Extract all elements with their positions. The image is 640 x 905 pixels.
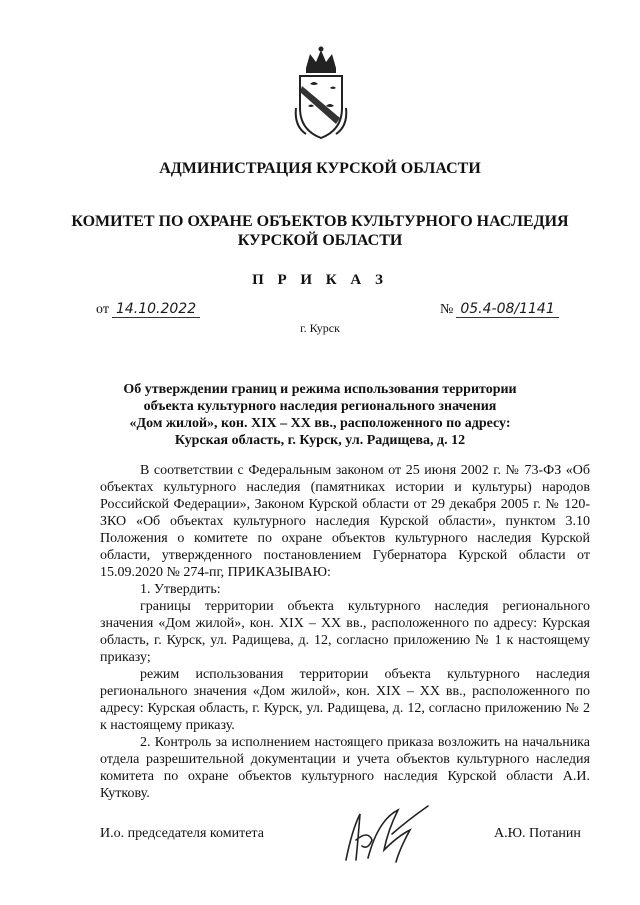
preamble-paragraph: В соответствии с Федеральным законом от 25 июня 2002 г. № 73-ФЗ «Об объектах культурного наследия (памятниках истории и культуры) народов Российской Федерации», Законом Курской области от 29 декабря 2005 г. № 120-ЗКО «Об объектах культурного наследия Курской области», пунктом 3.10 Положения о комитете по охране объектов культурного наследия Курской области, утвержденного постановлением Губернатора Курской области от 15.09.2020 № 274-пг, ПРИКАЗЫВАЮ: — [100, 463, 590, 580]
item-1: 1. Утвердить: — [140, 582, 221, 597]
coat-of-arms-icon — [286, 46, 356, 142]
signatory-name: А.Ю. Потанин — [494, 826, 581, 841]
order-body — [100, 462, 590, 802]
subject-line2: объекта культурного наследия регионального значения — [143, 399, 497, 414]
city: г. Курск — [300, 321, 340, 335]
order-subject — [0, 381, 640, 449]
subject-line1: Об утверждении границ и режима использования территории — [123, 382, 517, 397]
committee-title-line2: КУРСКОЙ ОБЛАСТИ — [237, 232, 403, 249]
committee-title-line1: КОМИТЕТ ПО ОХРАНЕ ОБЪЕКТОВ КУЛЬТУРНОГО НАСЛЕДИЯ — [71, 213, 569, 230]
item-1a: границы территории объекта культурного наследия регионального значения «Дом жилой», кон. XIX – XX вв., расположенного по адресу: Курская область, г. Курск, ул. Радищева, д. 12, согласно приложению № 1 к настоящему приказу; — [100, 599, 590, 665]
date-value: 14.10.2022 — [112, 301, 200, 318]
order-date — [96, 301, 200, 318]
subject-line4: Курская область, г. Курск, ул. Радищева, д. 12 — [174, 433, 466, 448]
number-prefix: № — [440, 302, 454, 317]
committee-title — [0, 212, 640, 250]
handwritten-signature — [338, 800, 434, 870]
item-1b: режим использования территории объекта культурного наследия регионального значения «Дом жилой», кон. XIX – XX вв., расположенного по адресу: Курская область, г. Курск, ул. Радищева, д. 12, согласно приложению № 2 к настоящему приказу. — [100, 667, 590, 733]
date-prefix: от — [96, 302, 109, 317]
item-2: 2. Контроль за исполнением настоящего приказа возложить на начальника отдела разрешительной документации и учета объектов культурного наследия комитета по охране объектов культурного наследия Курской области А.И. Куткову. — [100, 735, 590, 801]
administration-title: АДМИНИСТРАЦИЯ КУРСКОЙ ОБЛАСТИ — [159, 160, 481, 177]
document-type: П Р И К А З — [252, 272, 388, 288]
order-number — [440, 301, 559, 318]
number-value: 05.4-08/1141 — [456, 301, 558, 318]
signatory-position: И.о. председателя комитета — [100, 826, 264, 841]
subject-line3: «Дом жилой», кон. XIX – XX вв., расположенного по адресу: — [129, 416, 511, 431]
